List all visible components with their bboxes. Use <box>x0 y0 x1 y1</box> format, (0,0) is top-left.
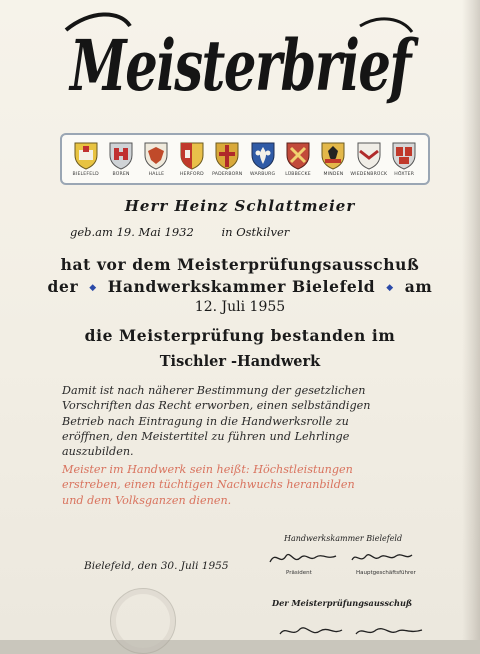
motto <box>62 462 422 508</box>
committee-heading: Der Meisterprüfungsausschuß <box>272 598 413 608</box>
crest-label: PADERBORN <box>212 171 243 177</box>
crest-hoexter <box>388 142 421 177</box>
wiedenbrueck-crest-icon <box>357 142 381 170</box>
hoexter-crest-icon <box>392 142 416 170</box>
crest-label: LÜBBECKE <box>285 171 311 177</box>
chamber-heading: Handwerkskammer Bielefeld <box>284 534 403 543</box>
exam-date: 12. Juli 1955 <box>194 299 286 315</box>
crest-minden <box>317 142 350 177</box>
body-line-2-pre: der <box>47 277 79 296</box>
halle-crest-icon <box>144 142 168 170</box>
paragraph-line: eröffnen, den Meistertitel zu führen und Lehrlinge <box>62 429 350 443</box>
body-line-1: hat vor dem Meisterprüfungsausschuß <box>60 255 420 274</box>
committee-signature <box>276 622 426 640</box>
body-line-4: die Meisterprüfung bestanden im <box>84 326 396 345</box>
crest-warburg <box>246 142 279 177</box>
birth-prefix: geb.am <box>70 225 113 239</box>
crest-row <box>60 133 430 185</box>
certificate-title <box>60 8 420 116</box>
herford-crest-icon <box>180 142 204 170</box>
bielefeld-crest-icon <box>74 142 98 170</box>
crest-label: WIEDENBRÜCK <box>350 171 388 177</box>
body-line-2 <box>0 277 480 296</box>
manager-signature <box>350 548 414 568</box>
paragraph-line: Betrieb nach Eintragung in die Handwerksrolle zu <box>62 414 349 428</box>
crest-label: BÜREN <box>112 171 130 177</box>
diamond-ornament-icon: ◆ <box>89 283 97 293</box>
recipient-name: Herr Heinz Schlattmeier <box>124 197 356 215</box>
birth-line <box>70 225 289 239</box>
motto-line: und dem Volksganzen dienen. <box>62 493 232 507</box>
president-signature <box>268 548 338 568</box>
crest-paderborn <box>211 142 244 177</box>
crest-wiedenbrueck <box>350 142 388 177</box>
title-text: Meisterbrief <box>68 24 420 107</box>
bueren-crest-icon <box>109 142 133 170</box>
diamond-ornament-icon: ◆ <box>386 283 394 293</box>
crest-label: MINDEN <box>323 171 344 177</box>
crest-bueren <box>105 142 138 177</box>
body-line-2-post: am <box>404 277 433 296</box>
minden-crest-icon <box>321 142 345 170</box>
president-role: Präsident <box>286 570 312 576</box>
crest-label: WARBURG <box>249 171 276 177</box>
crest-label: HALLE <box>148 171 165 177</box>
crest-bielefeld <box>69 142 102 177</box>
rights-paragraph <box>62 383 422 459</box>
birth-place: in Ostkilver <box>221 225 290 239</box>
crest-label: BIELEFELD <box>72 171 99 177</box>
crest-label: HÖXTER <box>394 171 415 177</box>
paragraph-line: Damit ist nach näherer Bestimmung der gesetzlichen <box>62 384 366 397</box>
paragraph-line: Vorschriften das Recht erworben, einen selbständigen <box>62 399 371 413</box>
luebbecke-crest-icon <box>286 142 310 170</box>
birth-date: 19. Mai 1932 <box>116 225 194 239</box>
manager-role: Hauptgeschäftsführer <box>356 570 416 576</box>
crest-luebbecke <box>282 142 315 177</box>
crest-halle <box>140 142 173 177</box>
paragraph-line: auszubilden. <box>62 445 134 459</box>
paderborn-crest-icon <box>215 142 239 170</box>
crest-herford <box>175 142 208 177</box>
place-date: Bielefeld, den 30. Juli 1955 <box>84 560 229 572</box>
motto-line: erstreben, einen tüchtigen Nachwuchs heranbilden <box>62 478 355 492</box>
trade-name: Tischler -Handwerk <box>159 353 321 370</box>
warburg-crest-icon <box>251 142 275 170</box>
crest-label: HERFORD <box>179 171 204 177</box>
embossed-seal <box>110 588 176 654</box>
motto-line: Meister im Handwerk sein heißt: Höchstleistungen <box>62 463 353 476</box>
chamber-inline: Handwerkskammer Bielefeld <box>107 277 376 296</box>
